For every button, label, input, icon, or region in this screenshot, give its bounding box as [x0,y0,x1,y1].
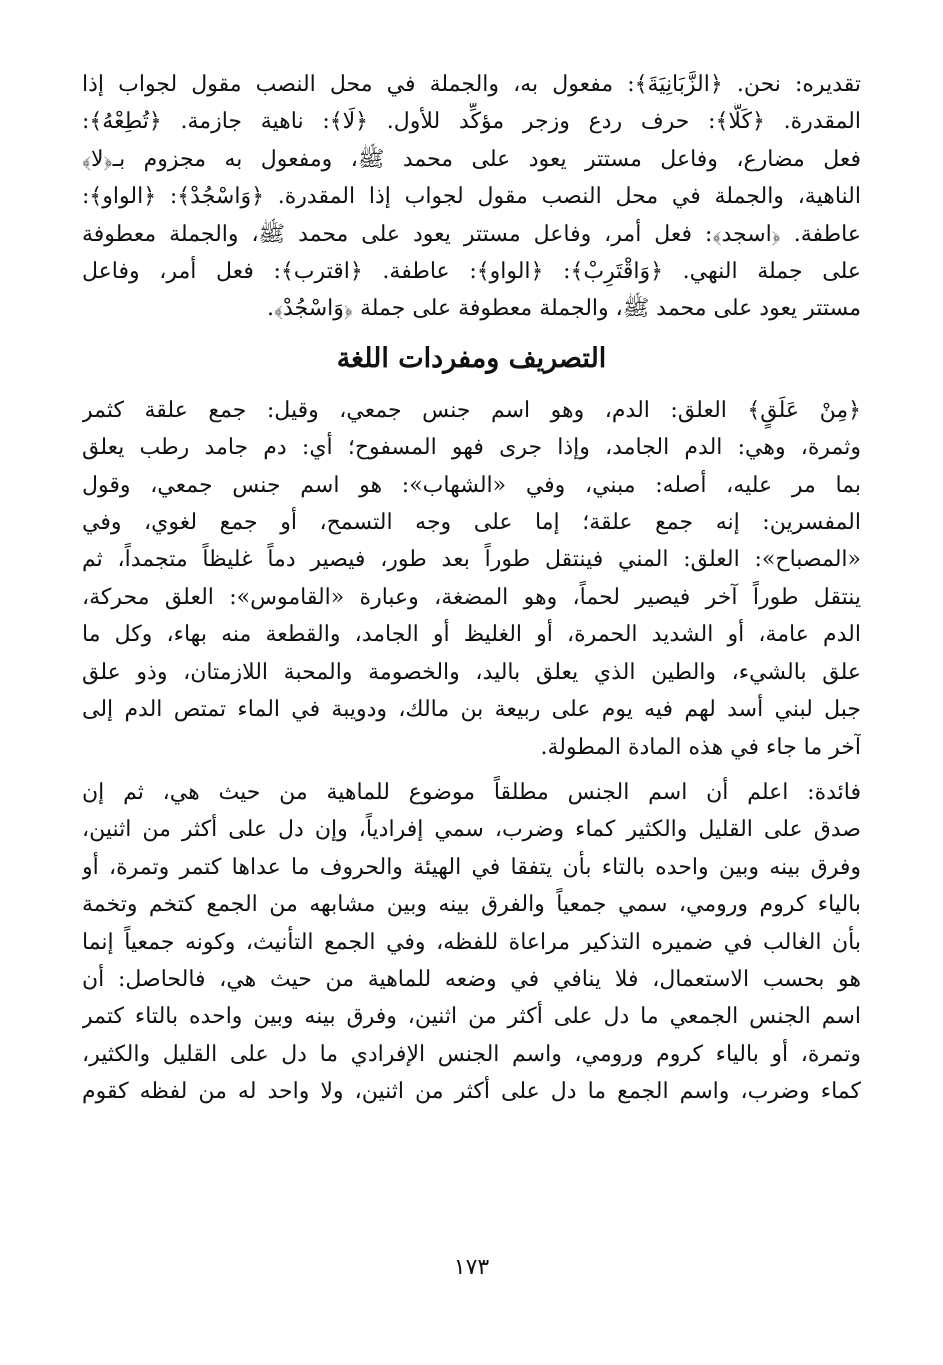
text-line: بما مر عليه، أصله: مبني، وفي «الشهاب»: هو اسم جنس جمعي، وقول [82,472,861,498]
page-number: ١٧٣ [453,1255,490,1280]
text-line: الدم عامة، أو الشديد الحمرة، أو الغليظ أو الجامد، والقطعة منه بهاء، وكل ما [82,622,861,648]
text-line: فائدة: اعلم أن اسم الجنس مطلقاً موضوع للماهية من حيث هي، ثم إن [82,779,861,805]
text-line: آخر ما جاء في هذه المادة المطولة. [540,734,861,760]
text-line: «المصباح»: العلق: المني فينتقل طوراً بعد طور، فيصير دماً غليظاً متجمداً، ثم [82,547,861,573]
text-line: اسم الجنس الجمعي ما دل على أكثر من اثنين، وفرق بينه وبين واحده بالتاء كتمر [82,1004,861,1030]
text-line: جبل لبني أسد لهم فيه يوم على ربيعة بن مالك، ودويبة في الماء تمتص الدم إلى [82,697,861,723]
text-line: بأن الغالب في ضميره التذكير مراعاة للفظه، وفي الجمع التأنيث، وكونه جمعياً إنما [82,929,861,955]
text-line: وفرق بينه وبين واحده بالتاء بأن يتفقا في الهيئة والحروف ما عداها كتمر وتمرة، أو [82,854,861,880]
text-line: صدق على القليل والكثير كماء وضرب، سمي إفرادياً، وإن دل على أكثر من اثنين، [82,817,861,843]
paragraph-vocabulary [82,392,861,766]
text-line: على جملة النهي. ﴿وَاقْتَرِبْ﴾: ﴿الواو﴾: عاطفة. ﴿اقترب﴾: فعل أمر، وفاعل [82,259,861,285]
text-line: بالياء كروم ورومي، سمي جمعياً والفرق بينه وبين مشابهه من الجمع كتخم وتخمة [82,892,861,918]
text-line: المقدرة. ﴿كَلَّا﴾: حرف ردع وزجر مؤكِّد للأول. ﴿لَا﴾: ناهية جازمة. ﴿تُطِعْهُ﴾: [82,109,861,135]
text-line: عاطفة. ﴿اسجد﴾: فعل أمر، وفاعل مستتر يعود على محمد ﷺ، والجملة معطوفة [82,221,861,247]
text-line: الناهية، والجملة في محل النصب مقول لجواب إذا المقدرة. ﴿وَاسْجُدْ﴾: ﴿الواو﴾: [82,184,861,210]
text-line: وتمرة، أو بالياء كروم ورومي، واسم الجنس الإفرادي ما دل على القليل والكثير، [82,1041,861,1067]
text-line: ﴿مِنْ عَلَقٍ﴾ العلق: الدم، وهو اسم جنس جمعي، وقيل: جمع علقة كثمر [82,397,861,423]
text-line: هو بحسب الاستعمال، فلا ينافي في وضعه للماهية من حيث هي، فالحاصل: أن [82,966,861,992]
text-line: وثمرة، وهي: الدم الجامد، وإذا جرى فهو المسفوح؛ أي: دم جامد رطب يعلق [82,435,861,461]
text-line: المفسرين: إنه جمع علقة؛ إما على وجه التسمح، أو جمع لغوي، وفي [82,510,861,536]
text-line: كماء وضرب، واسم الجمع ما دل على أكثر من اثنين، ولا واحد له من لفظه كقوم [82,1079,861,1105]
paragraph-grammar-analysis [82,66,861,328]
text-line: تقديره: نحن. ﴿الزَّبَانِيَةَ﴾: مفعول به، والجملة في محل النصب مقول لجواب إذا [82,72,861,97]
text-line: مستتر يعود على محمد ﷺ، والجملة معطوفة على جملة ﴿وَاسْجُدْ﴾. [266,296,861,322]
paragraph-spacer [82,766,861,774]
text-line: علق بالشيء، والطين الذي يعلق باليد، والخصومة والمحبة اللازمتان، وذو علق [82,659,861,685]
text-line: ينتقل طوراً آخر فيصير لحماً، وهو المضغة، وعبارة «القاموس»: العلق محركة، [82,584,861,610]
text-line: فعل مضارع، وفاعل مستتر يعود على محمد ﷺ، ومفعول به مجزوم بـ﴿لا﴾ [82,146,861,172]
section-heading: التصريف ومفردات اللغة [336,342,607,374]
paragraph-benefit-note [82,774,861,1111]
